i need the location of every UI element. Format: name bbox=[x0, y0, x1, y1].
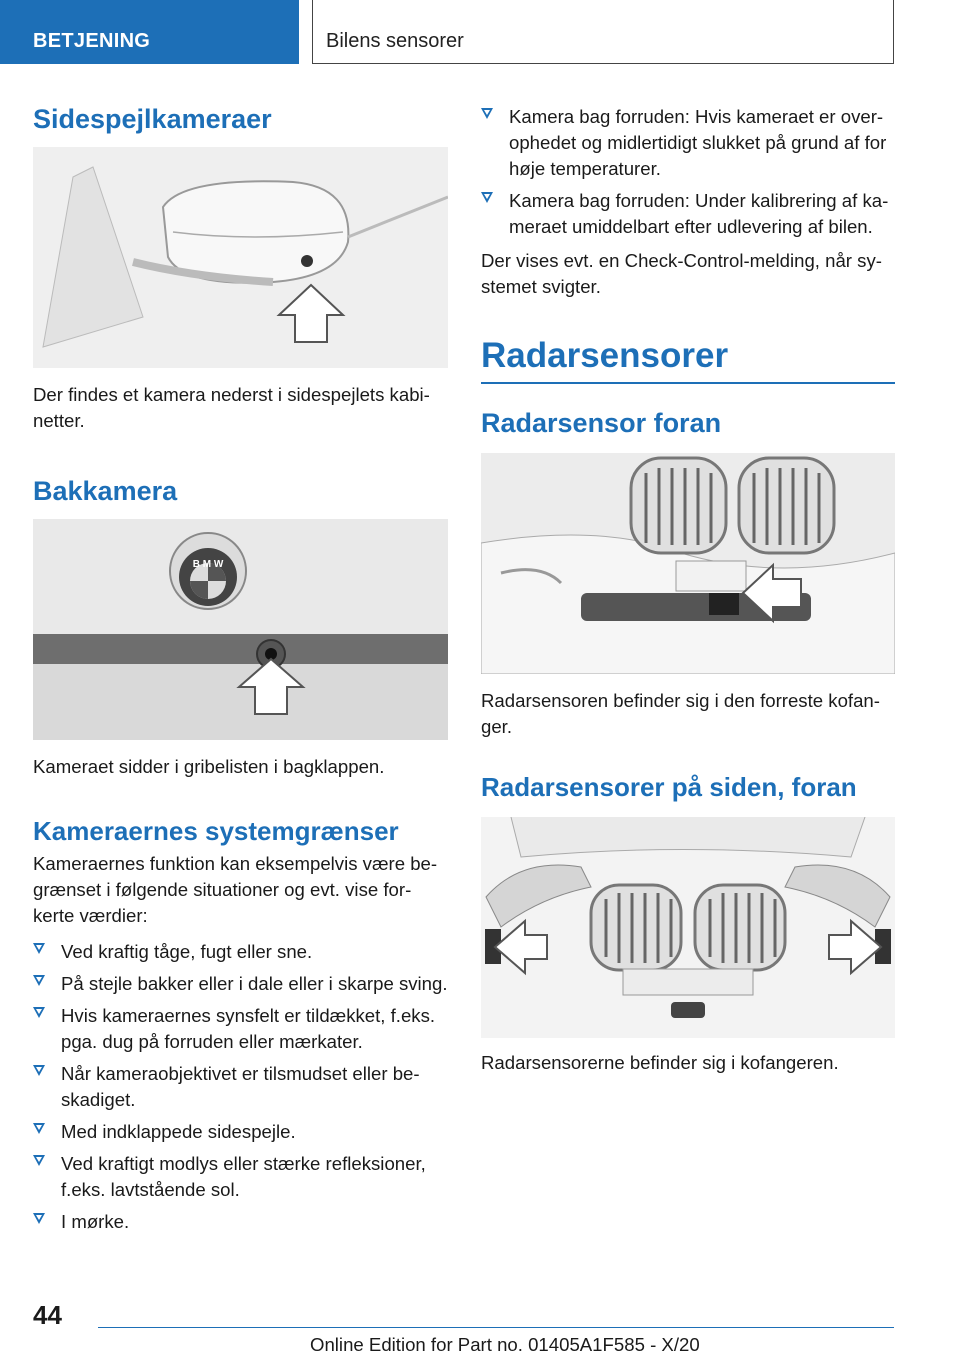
mirror-camera-illustration bbox=[33, 147, 448, 368]
footer-rule bbox=[98, 1327, 894, 1328]
list-item: På stejle bakker eller i dale eller i skarpe sving. bbox=[33, 971, 448, 997]
heading-camera-limits: Kameraernes systemgrænser bbox=[33, 816, 399, 846]
list-item: Ved kraftigt modlys eller stærke refleksioner, f.eks. lavtstående sol. bbox=[33, 1151, 448, 1203]
paragraph-check-control: Der vises evt. en Check-Control-melding, når sy-stemet svigter. bbox=[481, 250, 882, 297]
page-number: 44 bbox=[33, 1300, 62, 1330]
front-radar-illustration bbox=[481, 453, 895, 674]
paragraph-camera-limits: Kameraernes funktion kan eksempelvis være be-grænset i følgende situationer og evt. vise for-kerte værdier: bbox=[33, 853, 438, 926]
paragraph-side-mirror-cameras: Der findes et kamera nederst i sidespejlets kabi-netter. bbox=[33, 384, 430, 431]
paragraph-rear-camera: Kameraet sidder i gribelisten i bagklappen. bbox=[33, 756, 385, 777]
paragraph-front-radar: Radarsensoren befinder sig i den forreste kofan-ger. bbox=[481, 690, 880, 737]
limits-list bbox=[33, 939, 448, 1235]
side-radar-illustration bbox=[481, 817, 895, 1038]
heading-radar-sensors: Radarsensorer bbox=[481, 336, 729, 375]
header-chapter: Bilens sensorer bbox=[326, 30, 464, 52]
header-section: BETJENING bbox=[33, 30, 151, 52]
heading-front-radar: Radarsensor foran bbox=[481, 408, 722, 438]
paragraph-side-radar: Radarsensorerne befinder sig i kofangeren. bbox=[481, 1052, 839, 1073]
list-item: Med indklappede sidespejle. bbox=[33, 1119, 448, 1145]
limits-list-continued bbox=[481, 104, 895, 240]
list-item: Kamera bag forruden: Hvis kameraet er over-ophedet og midlertidigt slukket på grund af for høje temperaturer. bbox=[481, 104, 895, 182]
bullet-triangle-icon bbox=[33, 1123, 45, 1134]
heading-rule bbox=[481, 382, 895, 384]
list-item: Kamera bag forruden: Under kalibrering af ka-meraet umiddelbart efter udlevering af bilen. bbox=[481, 188, 895, 240]
left-column bbox=[33, 104, 448, 1241]
list-item: I mørke. bbox=[33, 1209, 448, 1235]
bullet-triangle-icon bbox=[33, 1065, 45, 1076]
bullet-triangle-icon bbox=[33, 1155, 45, 1166]
heading-side-radar: Radarsensorer på siden, foran bbox=[481, 772, 857, 802]
header-chapter-box bbox=[312, 0, 894, 64]
right-column bbox=[481, 104, 895, 1076]
heading-side-mirror-cameras: Sidespejlkameraer bbox=[33, 104, 272, 134]
footer-edition: Online Edition for Part no. 01405A1F585 - X/20 bbox=[310, 1334, 700, 1355]
bullet-triangle-icon bbox=[33, 1007, 45, 1018]
bullet-triangle-icon bbox=[481, 108, 493, 119]
heading-rear-camera: Bakkamera bbox=[33, 476, 178, 506]
bullet-triangle-icon bbox=[33, 943, 45, 954]
list-item: Ved kraftig tåge, fugt eller sne. bbox=[33, 939, 448, 965]
bullet-triangle-icon bbox=[33, 1213, 45, 1224]
bullet-triangle-icon bbox=[33, 975, 45, 986]
bmw-logo-letters: B M W bbox=[192, 559, 224, 570]
header-section-tab bbox=[0, 0, 299, 64]
list-item: Når kameraobjektivet er tilsmudset eller be-skadiget. bbox=[33, 1061, 448, 1113]
rear-camera-illustration bbox=[33, 519, 448, 740]
list-item: Hvis kameraernes synsfelt er tildækket, f.eks. pga. dug på forruden eller mærkater. bbox=[33, 1003, 448, 1055]
bullet-triangle-icon bbox=[481, 192, 493, 203]
